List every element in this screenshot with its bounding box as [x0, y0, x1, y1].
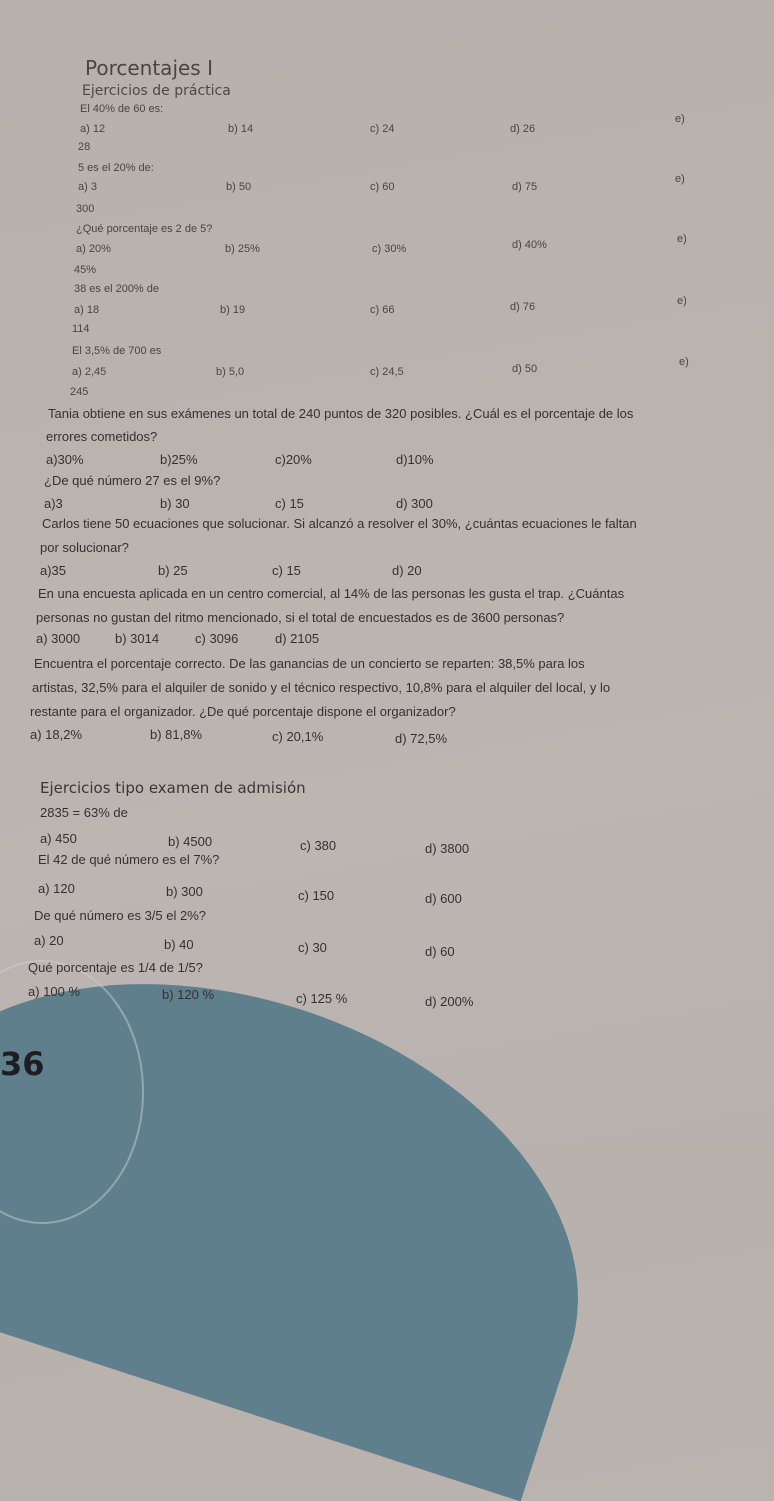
- answer-option: c) 3096: [195, 631, 239, 646]
- answer-option: e): [677, 295, 687, 307]
- answer-option: d) 76: [510, 301, 536, 313]
- question-text: por solucionar?: [40, 540, 129, 555]
- answer-option: d) 75: [512, 181, 538, 193]
- question-text: Tania obtiene en sus exámenes un total de 240 puntos de 320 posibles. ¿Cuál es el porcentaje de los: [48, 406, 634, 421]
- page-number: 36: [0, 1045, 45, 1083]
- answer-option: d) 20: [392, 563, 422, 578]
- question-text: ¿De qué número 27 es el 9%?: [44, 473, 221, 488]
- answer-option: c)20%: [275, 452, 312, 467]
- answer-option: a) 3: [78, 181, 97, 193]
- answer-option: a) 12: [80, 123, 106, 135]
- question-text: Carlos tiene 50 ecuaciones que solucionar. Si alcanzó a resolver el 30%, ¿cuántas ecuaciones le faltan: [42, 516, 637, 531]
- question-text: personas no gustan del ritmo mencionado, si el total de encuestados es de 3600 personas?: [36, 610, 565, 625]
- answer-option: c) 66: [370, 304, 395, 316]
- answer-option: a)30%: [46, 452, 84, 467]
- answer-option: d) 300: [396, 496, 433, 511]
- question-text: El 40% de 60 es:: [80, 103, 164, 115]
- answer-option: c) 20,1%: [272, 729, 324, 744]
- answer-option: e): [675, 173, 685, 185]
- answer-option: a) 20%: [76, 243, 111, 255]
- page-title: Porcentajes I: [85, 56, 213, 80]
- answer-option: c) 30%: [372, 243, 407, 255]
- answer-option: a) 3000: [36, 631, 81, 646]
- answer-option: c) 60: [370, 181, 395, 193]
- answer-option: d) 60: [425, 944, 455, 959]
- question-text: El 42 de qué número es el 7%?: [38, 852, 220, 867]
- question-text: ¿Qué porcentaje es 2 de 5?: [76, 223, 213, 235]
- answer-option: c) 15: [272, 563, 301, 578]
- answer-option: c) 24: [370, 123, 395, 135]
- answer-option: b) 81,8%: [150, 727, 203, 742]
- question-text: Encuentra el porcentaje correcto. De las ganancias de un concierto se reparten: 38,5% para los: [34, 656, 585, 671]
- answer-option: a) 2,45: [72, 366, 107, 378]
- answer-option: b) 40: [164, 937, 194, 952]
- answer-option: c) 30: [298, 940, 327, 955]
- answer-option-e-value: 28: [78, 141, 91, 153]
- question-text: 2835 = 63% de: [40, 805, 128, 820]
- answer-option: c) 15: [275, 496, 304, 511]
- answer-option: b) 19: [220, 304, 246, 316]
- answer-option: c) 125 %: [296, 991, 348, 1006]
- answer-option: b)25%: [160, 452, 198, 467]
- question-text: Qué porcentaje es 1/4 de 1/5?: [28, 960, 203, 975]
- answer-option: a)35: [40, 563, 67, 578]
- answer-option: b) 25%: [225, 243, 260, 255]
- answer-option: c) 24,5: [370, 366, 404, 378]
- answer-option: b) 50: [226, 181, 252, 193]
- answer-option: c) 380: [300, 838, 337, 853]
- answer-option: b) 4500: [168, 834, 213, 849]
- answer-option: d) 50: [512, 363, 538, 375]
- answer-option: a) 100 %: [28, 984, 81, 999]
- answer-option: b) 3014: [115, 631, 160, 646]
- answer-option: d) 72,5%: [395, 731, 448, 746]
- answer-option: d) 2105: [275, 631, 320, 646]
- question-text: artistas, 32,5% para el alquiler de sonido y el técnico respectivo, 10,8% para el alquiler del local, y lo: [32, 680, 611, 695]
- answer-option: b) 14: [228, 123, 254, 135]
- answer-option: e): [677, 233, 687, 245]
- question-text: El 3,5% de 700 es: [72, 345, 162, 357]
- answer-option: d)10%: [396, 452, 434, 467]
- question-text: restante para el organizador. ¿De qué porcentaje dispone el organizador?: [30, 704, 456, 719]
- answer-option: d) 3800: [425, 841, 470, 856]
- section-heading-exam: Ejercicios tipo examen de admisión: [40, 779, 306, 797]
- question-text: En una encuesta aplicada en un centro comercial, al 14% de las personas les gusta el trap. ¿Cuántas: [38, 586, 625, 601]
- answer-option-e-value: 245: [70, 386, 89, 398]
- answer-option: a) 18: [74, 304, 100, 316]
- answer-option-e-value: 300: [76, 203, 95, 215]
- answer-option: e): [679, 356, 689, 368]
- answer-option: a) 18,2%: [30, 727, 83, 742]
- answer-option: b) 120 %: [162, 987, 215, 1002]
- answer-option: c) 150: [298, 888, 335, 903]
- answer-option: b) 5,0: [216, 366, 245, 378]
- answer-option: d) 26: [510, 123, 536, 135]
- answer-option-e-value: 114: [72, 323, 90, 335]
- answer-option-e-value: 45%: [74, 264, 97, 276]
- answer-option: d) 40%: [512, 239, 547, 251]
- question-text: 5 es el 20% de:: [78, 162, 154, 174]
- answer-option: a)3: [44, 496, 63, 511]
- section-heading-practice: Ejercicios de práctica: [82, 83, 231, 99]
- answer-option: e): [675, 113, 685, 125]
- answer-option: a) 120: [38, 881, 75, 896]
- answer-option: b) 300: [166, 884, 203, 899]
- question-text: 38 es el 200% de: [74, 283, 160, 295]
- answer-option: d) 600: [425, 891, 462, 906]
- answer-option: d) 200%: [425, 994, 474, 1009]
- answer-option: b) 30: [160, 496, 190, 511]
- question-text: errores cometidos?: [46, 429, 158, 444]
- answer-option: a) 20: [34, 933, 64, 948]
- answer-option: b) 25: [158, 563, 188, 578]
- answer-option: a) 450: [40, 831, 77, 846]
- question-text: De qué número es 3/5 el 2%?: [34, 908, 206, 923]
